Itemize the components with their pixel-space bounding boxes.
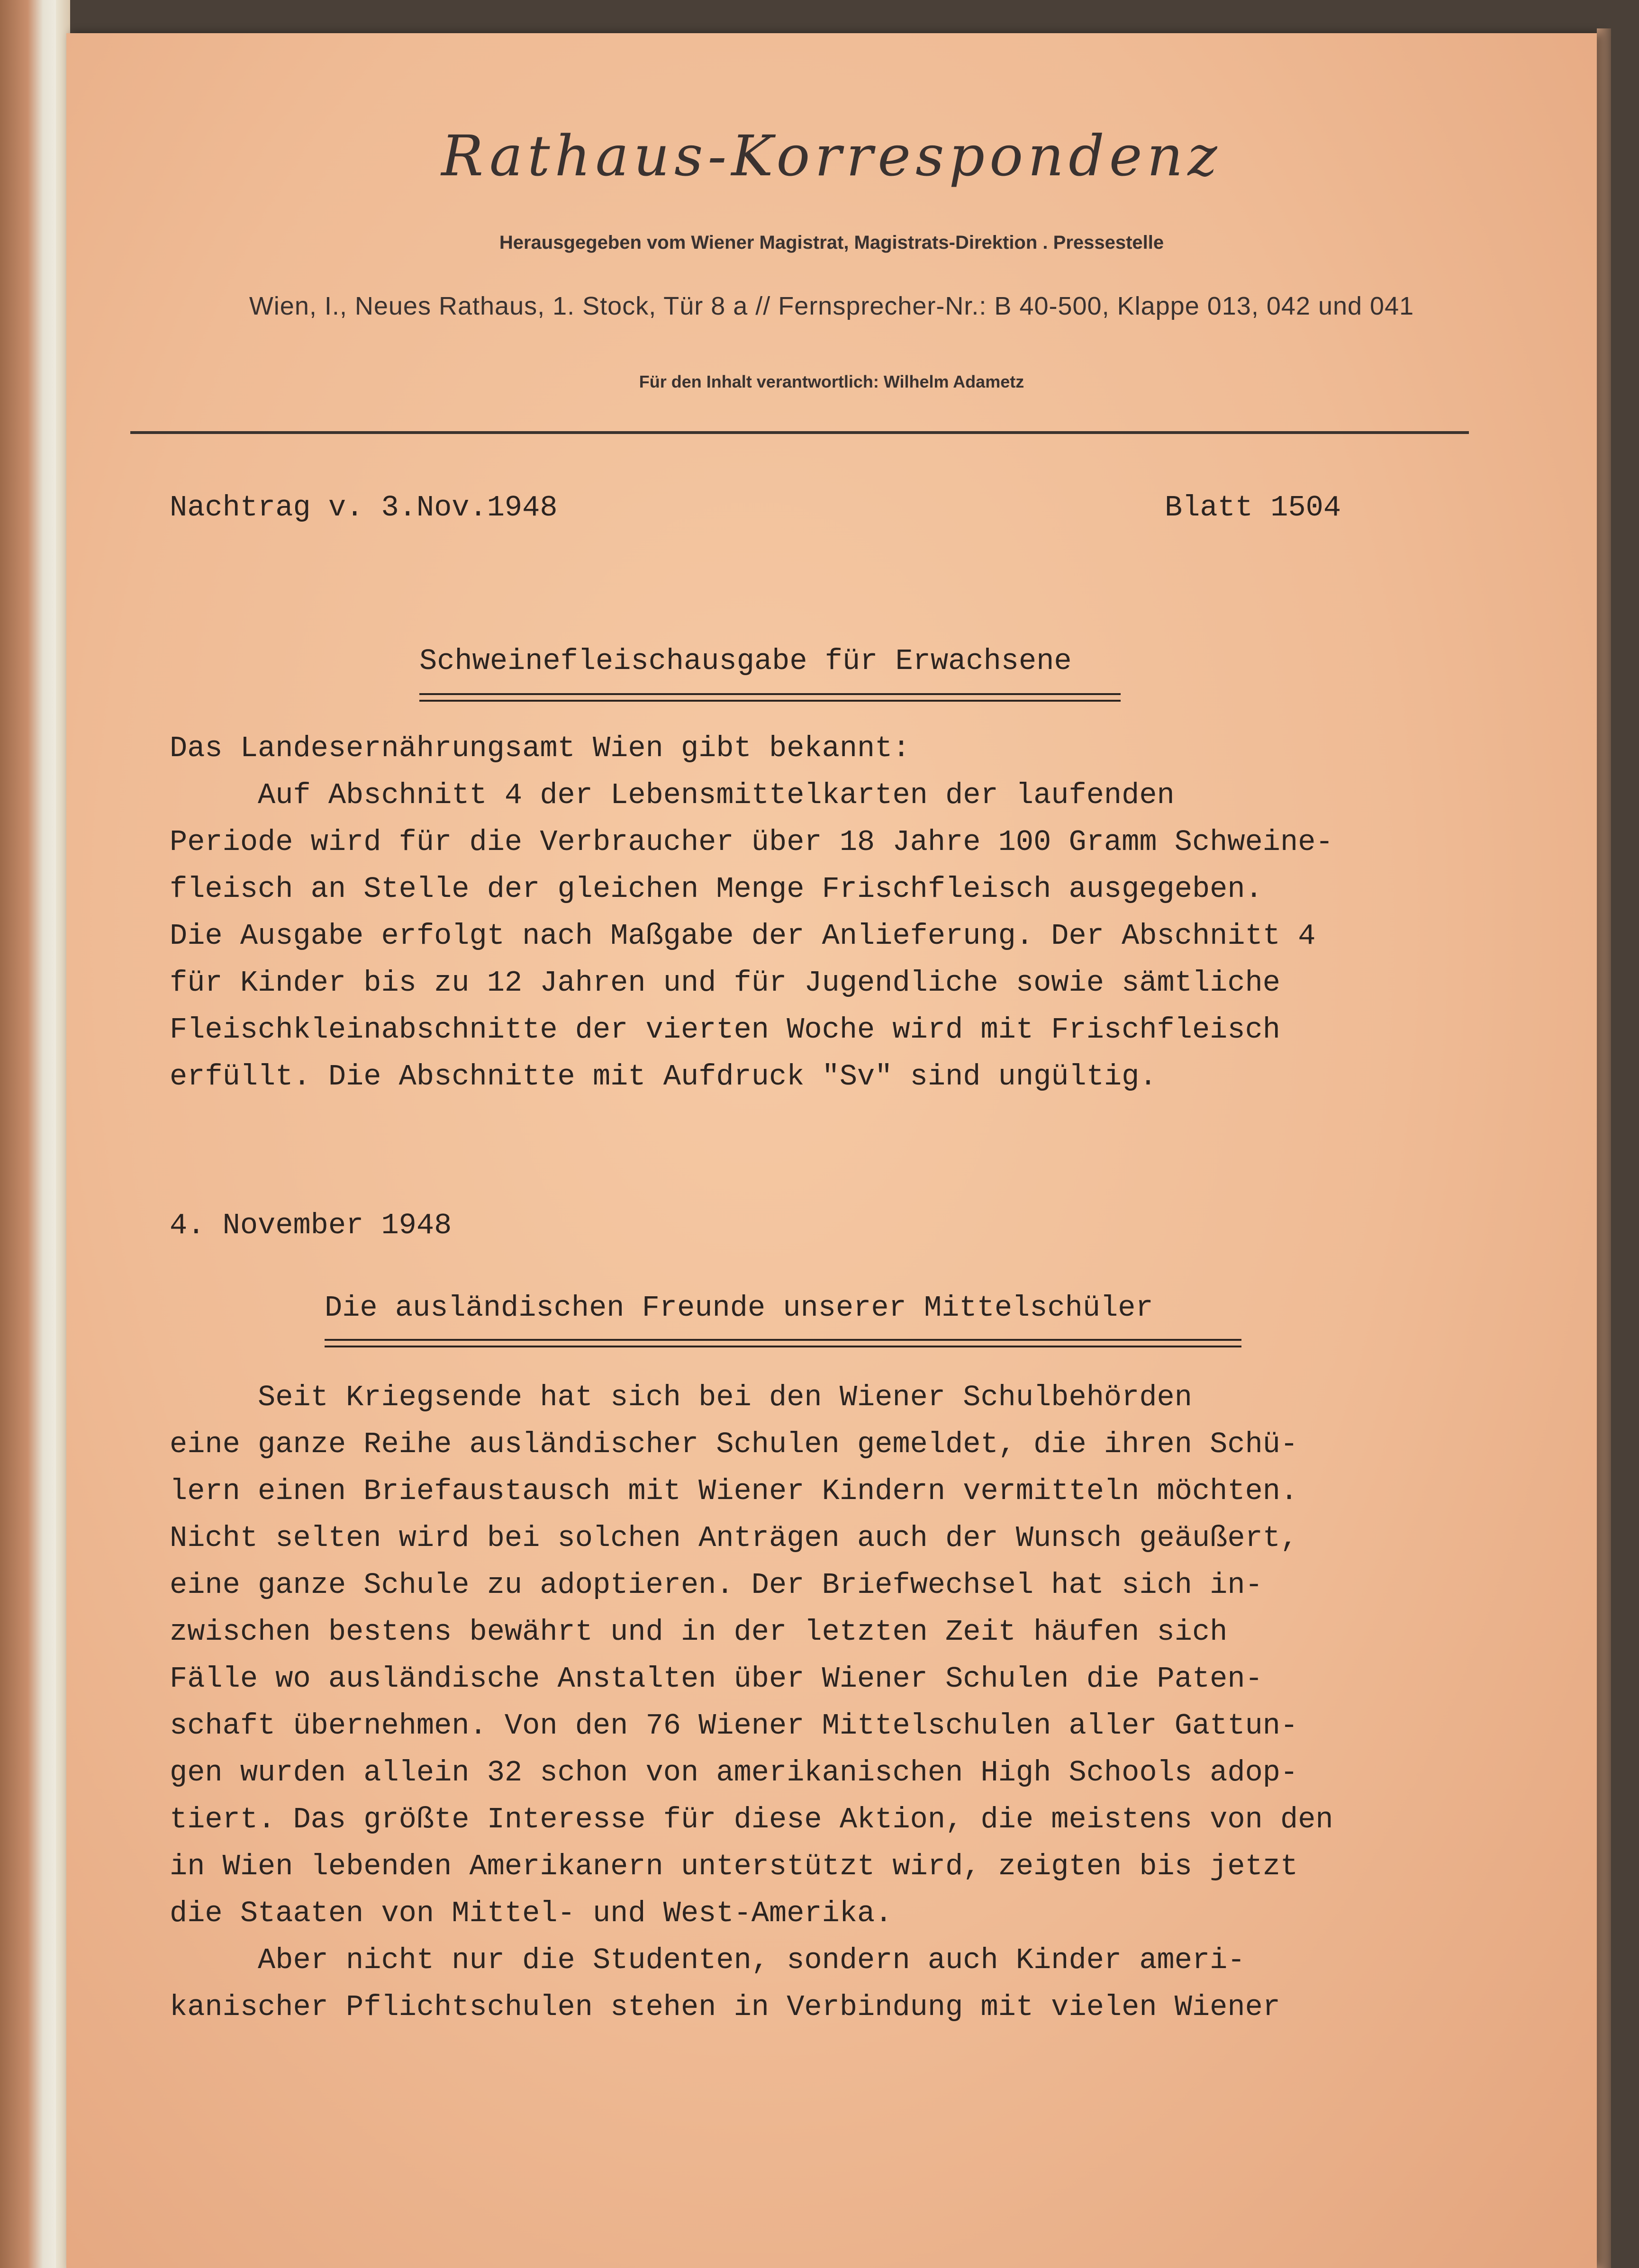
article2-line: tiert. Das größte Interesse für diese Aktion, die meistens von den (170, 1803, 1333, 1836)
article2-line: Aber nicht nur die Studenten, sondern auch Kinder ameri- (170, 1943, 1245, 1977)
article1-line: Periode wird für die Verbraucher über 18 Jahre 100 Gramm Schweine- (170, 825, 1333, 859)
article1-line: Fleischkleinabschnitte der vierten Woche wird mit Frischfleisch (170, 1013, 1280, 1047)
article1-heading-underline (419, 693, 1121, 702)
article2-line: eine ganze Reihe ausländischer Schulen gemeldet, die ihren Schü- (170, 1428, 1298, 1461)
article2-line: zwischen bestens bewährt und in der letzten Zeit häufen sich (170, 1615, 1228, 1649)
article2-heading-underline (325, 1339, 1241, 1347)
masthead-publisher: Herausgegeben vom Wiener Magistrat, Magistrats-Direktion . Pressestelle (499, 232, 1164, 253)
article2-line: Fälle wo ausländische Anstalten über Wiener Schulen die Paten- (170, 1662, 1263, 1696)
masthead-title: Rathaus-Korrespondenz (441, 123, 1222, 189)
article2-line: eine ganze Schule zu adoptieren. Der Briefwechsel hat sich in- (170, 1568, 1263, 1602)
article1-line: für Kinder bis zu 12 Jahren und für Jugendliche sowie sämtliche (170, 966, 1280, 1000)
date-heading: 4. November 1948 (170, 1209, 452, 1242)
article1-line: fleisch an Stelle der gleichen Menge Frischfleisch ausgegeben. (170, 872, 1263, 906)
article2-line: kanischer Pflichtschulen stehen in Verbindung mit vielen Wiener (170, 1990, 1280, 2024)
masthead-responsible: Für den Inhalt verantwortlich: Wilhelm Adametz (639, 372, 1024, 391)
article1-line: erfüllt. Die Abschnitte mit Aufdruck "Sv" sind ungültig. (170, 1060, 1157, 1093)
article1-line: Das Landesernährungsamt Wien gibt bekannt: (170, 732, 910, 765)
article2-line: gen wurden allein 32 schon von amerikanischen High Schools adop- (170, 1756, 1298, 1789)
article2-heading: Die ausländischen Freunde unserer Mittelschüler (325, 1291, 1153, 1325)
binding-backing (0, 0, 62, 2268)
masthead-rule (130, 431, 1469, 434)
supplement-date: Nachtrag v. 3.Nov.1948 (170, 491, 558, 524)
page-edge (1597, 28, 1611, 2268)
article1-heading: Schweinefleischausgabe für Erwachsene (419, 644, 1072, 678)
article2-line: Seit Kriegsende hat sich bei den Wiener Schulbehörden (170, 1381, 1192, 1414)
article2-line: Nicht selten wird bei solchen Anträgen auch der Wunsch geäußert, (170, 1521, 1298, 1555)
document-page (66, 33, 1597, 2268)
sheet-number: Blatt 1504 (1165, 491, 1341, 524)
masthead-address: Wien, I., Neues Rathaus, 1. Stock, Tür 8 a // Fernsprecher-Nr.: B 40-500, Klappe 013, 042 und 041 (249, 292, 1414, 320)
article1-line: Auf Abschnitt 4 der Lebensmittelkarten der laufenden (170, 778, 1175, 812)
article2-line: die Staaten von Mittel- und West-Amerika. (170, 1897, 893, 1930)
article2-line: in Wien lebenden Amerikanern unterstützt wird, zeigten bis jetzt (170, 1850, 1298, 1883)
article1-line: Die Ausgabe erfolgt nach Maßgabe der Anlieferung. Der Abschnitt 4 (170, 919, 1316, 953)
article2-line: schaft übernehmen. Von den 76 Wiener Mittelschulen aller Gattun- (170, 1709, 1298, 1743)
article2-line: lern einen Briefaustausch mit Wiener Kindern vermitteln möchten. (170, 1474, 1298, 1508)
